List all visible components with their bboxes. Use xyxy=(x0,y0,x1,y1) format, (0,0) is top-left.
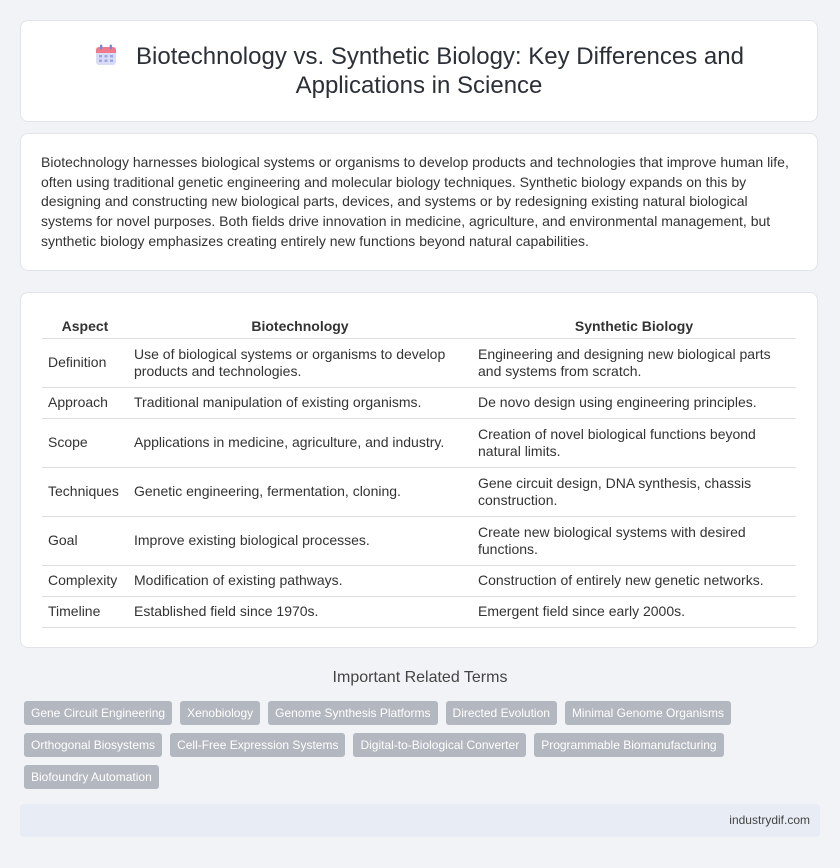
row-biotech: Traditional manipulation of existing organisms. xyxy=(128,388,472,419)
row-synbio: Gene circuit design, DNA synthesis, chassis construction. xyxy=(472,468,796,517)
intro-card xyxy=(20,133,818,271)
row-aspect: Complexity xyxy=(42,566,128,597)
header-card xyxy=(20,20,818,122)
row-synbio: De novo design using engineering principles. xyxy=(472,388,796,419)
page-title: Biotechnology vs. Synthetic Biology: Key Differences and Applications in Science xyxy=(136,43,744,99)
header-aspect: Aspect xyxy=(42,311,128,339)
table-row xyxy=(42,597,796,628)
row-biotech: Genetic engineering, fermentation, cloning. xyxy=(128,468,472,517)
table-header-row xyxy=(42,311,796,339)
related-term-tag[interactable]: Programmable Biomanufacturing xyxy=(534,733,723,757)
row-biotech: Applications in medicine, agriculture, and industry. xyxy=(128,419,472,468)
related-term-tag[interactable]: Xenobiology xyxy=(180,701,260,725)
row-aspect: Techniques xyxy=(42,468,128,517)
row-aspect: Goal xyxy=(42,517,128,566)
row-synbio: Engineering and designing new biological parts and systems from scratch. xyxy=(472,339,796,388)
related-term-tag[interactable]: Directed Evolution xyxy=(446,701,557,725)
related-term-tag[interactable]: Orthogonal Biosystems xyxy=(24,733,162,757)
intro-paragraph: Biotechnology harnesses biological systems or organisms to develop products and technologies that improve human life, often using traditional genetic engineering and molecular biology techniques. Synthetic biology expands on this by designing and constructing new biological parts, devices, and systems or by redesigning existing natural biological systems for novel purposes. Both fields drive innovation in medicine, agriculture, and environmental management, but synthetic biology emphasizes creating entirely new functions beyond natural capabilities. xyxy=(41,154,789,249)
row-synbio: Create new biological systems with desired functions. xyxy=(472,517,796,566)
row-biotech: Established field since 1970s. xyxy=(128,597,472,628)
related-term-tag[interactable]: Gene Circuit Engineering xyxy=(24,701,172,725)
row-aspect: Approach xyxy=(42,388,128,419)
page-title-wrap xyxy=(21,42,817,100)
row-aspect: Timeline xyxy=(42,597,128,628)
row-aspect: Scope xyxy=(42,419,128,468)
table-row xyxy=(42,339,796,388)
comparison-table-card xyxy=(20,292,818,648)
row-biotech: Use of biological systems or organisms to develop products and technologies. xyxy=(128,339,472,388)
calendar-icon xyxy=(94,43,118,67)
row-biotech: Modification of existing pathways. xyxy=(128,566,472,597)
row-aspect: Definition xyxy=(42,339,128,388)
related-terms-title: Important Related Terms xyxy=(332,669,508,686)
table-row xyxy=(42,419,796,468)
header-biotechnology: Biotechnology xyxy=(128,311,472,339)
related-term-tag[interactable]: Digital-to-Biological Converter xyxy=(353,733,526,757)
row-synbio: Emergent field since early 2000s. xyxy=(472,597,796,628)
table-row xyxy=(42,468,796,517)
table-row xyxy=(42,517,796,566)
related-term-tag[interactable]: Minimal Genome Organisms xyxy=(565,701,731,725)
row-synbio: Construction of entirely new genetic networks. xyxy=(472,566,796,597)
row-biotech: Improve existing biological processes. xyxy=(128,517,472,566)
table-row xyxy=(42,566,796,597)
row-synbio: Creation of novel biological functions beyond natural limits. xyxy=(472,419,796,468)
header-synthetic-biology: Synthetic Biology xyxy=(472,311,796,339)
related-terms-tags xyxy=(24,701,814,789)
related-term-tag[interactable]: Cell-Free Expression Systems xyxy=(170,733,345,757)
related-term-tag[interactable]: Biofoundry Automation xyxy=(24,765,159,789)
footer-site-link[interactable]: industrydif.com xyxy=(729,813,810,827)
related-term-tag[interactable]: Genome Synthesis Platforms xyxy=(268,701,437,725)
table-row xyxy=(42,388,796,419)
footer xyxy=(20,804,820,837)
comparison-table xyxy=(42,311,796,628)
